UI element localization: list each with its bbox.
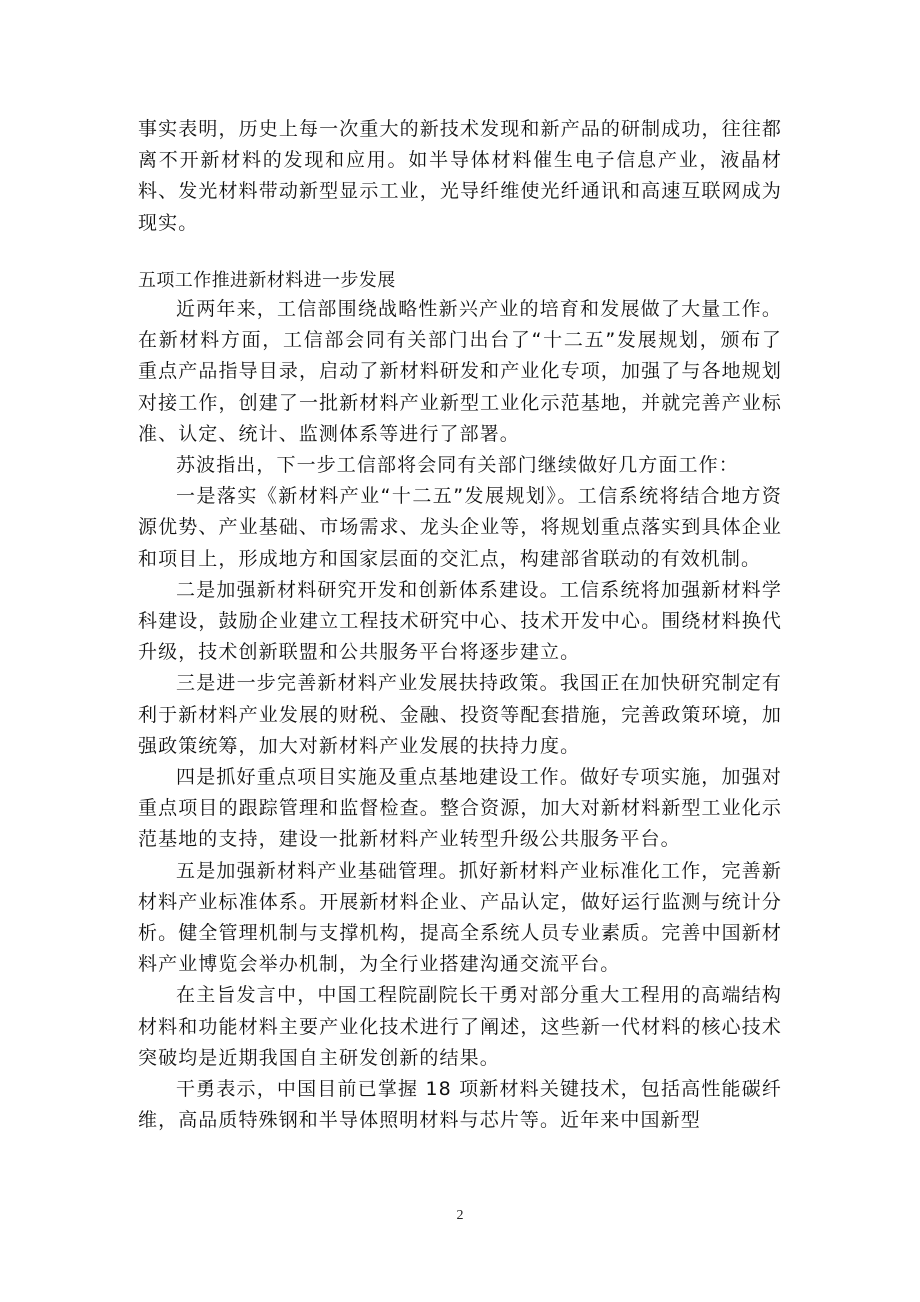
body-paragraph: 干勇表示，中国目前已掌握 18 项新材料关键技术，包括高性能碳纤维，高品质特殊钢和半导体照明材料与芯片等。近年来中国新型 [138,1078,782,1132]
body-paragraph: 在主旨发言中，中国工程院副院长干勇对部分重大工程用的高端结构材料和功能材料主要产业化技术进行了阐述，这些新一代材料的核心技术突破均是近期我国自主研发创新的结果。 [138,984,782,1069]
body-paragraph: 三是进一步完善新材料产业发展扶持政策。我国正在加快研究制定有利于新材料产业发展的财税、金融、投资等配套措施，完善政策环境，加强政策统筹，加大对新材料产业发展的扶持力度。 [138,672,782,757]
page-number: 2 [456,1208,464,1223]
body-paragraph: 四是抓好重点项目实施及重点基地建设工作。做好专项实施，加强对重点项目的跟踪管理和监督检查。整合资源，加大对新材料新型工业化示范基地的支持，建设一批新材料产业转型升级公共服务平台。 [138,766,782,851]
intro-paragraph: 事实表明，历史上每一次重大的新技术发现和新产品的研制成功，往往都离不开新材料的发现和应用。如半导体材料催生电子信息产业，液晶材料、发光材料带动新型显示工业，光导纤维使光纤通讯和高速互联网成为现实。 [138,118,782,234]
body-block [138,294,782,1136]
intro-block [138,114,782,239]
section-heading: 五项工作推进新材料进一步发展 [138,270,396,291]
body-paragraph: 一是落实《新材料产业“十二五”发展规划》。工信系统将结合地方资源优势、产业基础、市场需求、龙头企业等，将规划重点落实到具体企业和项目上，形成地方和国家层面的交汇点，构建部省联动的有效机制。 [138,485,782,570]
body-paragraph: 五是加强新材料产业基础管理。抓好新材料产业标准化工作，完善新材料产业标准体系。开展新材料企业、产品认定，做好运行监测与统计分析。健全管理机制与支撑机构，提高全系统人员专业素质。完善中国新材料产业博览会举办机制，为全行业搭建沟通交流平台。 [138,859,782,976]
body-paragraph: 苏波指出，下一步工信部将会同有关部门继续做好几方面工作： [176,454,739,477]
body-paragraph: 二是加强新材料研究开发和创新体系建设。工信系统将加强新材料学科建设，鼓励企业建立工程技术研究中心、技术开发中心。围绕材料换代升级，技术创新联盟和公共服务平台将逐步建立。 [138,578,782,664]
body-paragraph: 近两年来，工信部围绕战略性新兴产业的培育和发展做了大量工作。在新材料方面，工信部会同有关部门出台了“十二五”发展规划，颁布了重点产品指导目录，启动了新材料研发和产业化专项，加强了与各地规划对接工作，创建了一批新材料产业新型工业化示范基地，并就完善产业标准、认定、统计、监测体系等进行了部署。 [138,298,782,445]
